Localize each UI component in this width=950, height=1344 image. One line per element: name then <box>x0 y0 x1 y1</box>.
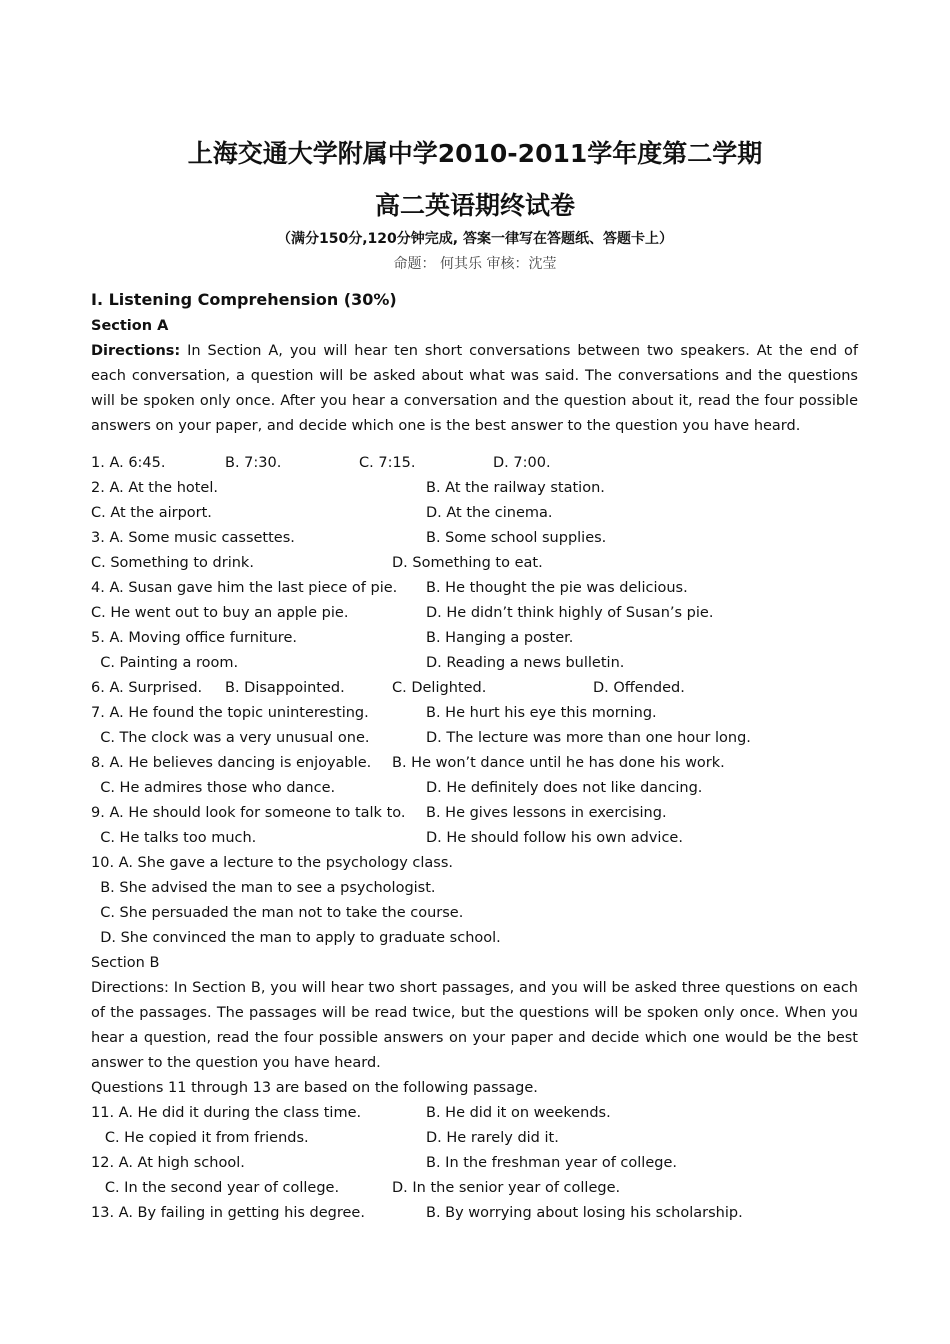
question-row <box>91 876 858 901</box>
question-row <box>91 1151 858 1176</box>
option: B. He did it on weekends. <box>426 1105 611 1121</box>
question-row <box>91 451 858 476</box>
question-row <box>91 701 858 726</box>
option: 3. A. Some music cassettes. <box>91 530 295 546</box>
question-row <box>91 1201 858 1226</box>
question-row <box>91 776 858 801</box>
option: C. He admires those who dance. <box>91 780 336 796</box>
option: 2. A. At the hotel. <box>91 480 218 496</box>
option: C. He talks too much. <box>91 830 257 846</box>
question-row <box>91 576 858 601</box>
question-row <box>91 801 858 826</box>
option: C. Something to drink. <box>91 555 254 571</box>
question-row <box>91 626 858 651</box>
option: B. Disappointed. <box>225 680 345 696</box>
option: 8. A. He believes dancing is enjoyable. <box>91 755 372 771</box>
option: 13. A. By failing in getting his degree. <box>91 1205 365 1221</box>
option: C. In the second year of college. <box>91 1180 340 1196</box>
part1-heading: I. Listening Comprehension (30%) <box>91 290 397 309</box>
section-b-intro: Questions 11 through 13 are based on the following passage. <box>91 1080 538 1096</box>
section-b-directions: Directions: In Section B, you will hear two short passages, and you will be asked three questions on each of the passages. The passages will be read twice, but the questions will be spoken only once. When you hear a question, read the four possible answers on your paper and decide which one would be the best answer to the question you have heard. <box>91 980 858 1071</box>
option: D. Something to eat. <box>392 555 543 571</box>
question-row <box>91 826 858 851</box>
option: 10. A. She gave a lecture to the psychology class. <box>91 855 453 871</box>
section-a-directions <box>91 339 858 439</box>
question-row <box>91 651 858 676</box>
question-row <box>91 476 858 501</box>
question-row <box>91 726 858 751</box>
option: 4. A. Susan gave him the last piece of pie. <box>91 580 398 596</box>
option: D. He rarely did it. <box>426 1130 559 1146</box>
option: D. The lecture was more than one hour long. <box>426 730 751 746</box>
option: B. He won’t dance until he has done his work. <box>392 755 725 771</box>
section-a-questions <box>91 451 858 951</box>
option: 5. A. Moving office furniture. <box>91 630 297 646</box>
option: C. The clock was a very unusual one. <box>91 730 370 746</box>
option: C. He went out to buy an apple pie. <box>91 605 349 621</box>
option: D. In the senior year of college. <box>392 1180 621 1196</box>
question-row <box>91 1101 858 1126</box>
exam-authors: 命题： 何其乐 审核：沈莹 <box>393 256 557 272</box>
question-row <box>91 526 858 551</box>
option: B. Hanging a poster. <box>426 630 574 646</box>
option: 6. A. Surprised. <box>91 680 203 696</box>
option: 9. A. He should look for someone to talk to. <box>91 805 406 821</box>
option: D. He definitely does not like dancing. <box>426 780 703 796</box>
exam-title-line2: 高二英语期终试卷 <box>374 191 575 220</box>
option: D. He didn’t think highly of Susan’s pie. <box>426 605 714 621</box>
option: B. He thought the pie was delicious. <box>426 580 688 596</box>
question-row <box>91 926 858 951</box>
option: 12. A. At high school. <box>91 1155 245 1171</box>
option: D. Offended. <box>593 680 685 696</box>
question-row <box>91 601 858 626</box>
option: 7. A. He found the topic uninteresting. <box>91 705 369 721</box>
question-row <box>91 1176 858 1201</box>
question-row <box>91 901 858 926</box>
option: 1. A. 6:45. <box>91 455 166 471</box>
option: C. Delighted. <box>392 680 487 696</box>
option: C. She persuaded the man not to take the course. <box>91 905 464 921</box>
option: B. In the freshman year of college. <box>426 1155 677 1171</box>
directions-text: In Section A, you will hear ten short conversations between two speakers. At the end of each conversation, a question will be asked about what was said. The conversations and the questions will be spoken only once. After you hear a conversation and the question about it, read the four possible answers on your paper, and decide which one is the best answer to the question you have heard. <box>91 343 858 434</box>
option: B. 7:30. <box>225 455 282 471</box>
section-b-questions <box>91 1101 858 1226</box>
question-row <box>91 751 858 776</box>
exam-note: （满分150分,120分钟完成, 答案一律写在答题纸、答题卡上） <box>277 231 673 247</box>
option: B. Some school supplies. <box>426 530 607 546</box>
part1-content <box>91 286 858 1226</box>
option: D. Reading a news bulletin. <box>426 655 625 671</box>
option: C. He copied it from friends. <box>91 1130 309 1146</box>
section-b-title: Section B <box>91 955 160 971</box>
option: 11. A. He did it during the class time. <box>91 1105 362 1121</box>
question-row <box>91 676 858 701</box>
option: C. At the airport. <box>91 505 212 521</box>
question-row <box>91 851 858 876</box>
option: D. 7:00. <box>493 455 551 471</box>
option: D. He should follow his own advice. <box>426 830 683 846</box>
exam-title-line1: 上海交通大学附属中学2010-2011学年度第二学期 <box>187 139 763 168</box>
option: B. By worrying about losing his scholarship. <box>426 1205 743 1221</box>
option: D. She convinced the man to apply to graduate school. <box>91 930 501 946</box>
option: B. At the railway station. <box>426 480 605 496</box>
directions-label: Directions: <box>91 343 181 359</box>
question-row <box>91 551 858 576</box>
option: D. At the cinema. <box>426 505 553 521</box>
option: C. 7:15. <box>359 455 416 471</box>
section-a-title: Section A <box>91 318 169 334</box>
option: C. Painting a room. <box>91 655 239 671</box>
question-row <box>91 1126 858 1151</box>
option: B. He gives lessons in exercising. <box>426 805 667 821</box>
option: B. She advised the man to see a psychologist. <box>91 880 436 896</box>
option: B. He hurt his eye this morning. <box>426 705 657 721</box>
question-row <box>91 501 858 526</box>
